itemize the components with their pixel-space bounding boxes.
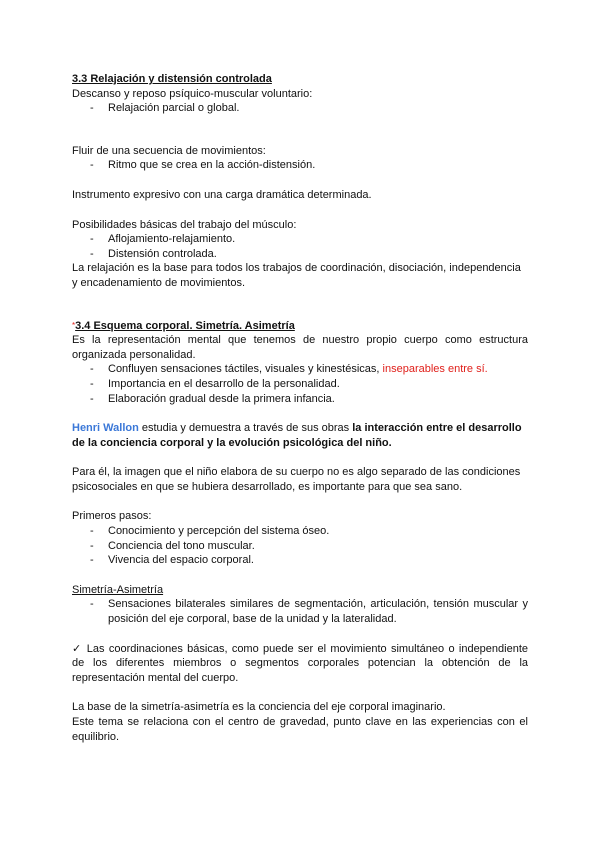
section-3-3-intro: Descanso y reposo psíquico-muscular voluntario: [72, 87, 313, 100]
section-3-4-heading [72, 319, 528, 334]
bullet-dash: - [90, 363, 94, 376]
wallon-paragraph [72, 421, 528, 450]
first-steps-title: Primeros pasos: [72, 510, 152, 523]
list-item-text: Vivencia del espacio corporal. [108, 554, 254, 567]
list-item [72, 553, 528, 568]
document-page [72, 72, 528, 744]
list-item-text: Confluyen sensaciones táctiles, visuales y kinestésicas, [108, 363, 383, 376]
image-paragraph: Para él, la imagen que el niño elabora de su cuerpo no es algo separado de las condiciones psicosociales en que se hubiera desarrollado, es importante para que sea sano. [72, 466, 521, 493]
bullet-dash: - [90, 102, 94, 115]
bullet-dash: - [90, 247, 94, 260]
section-3-4-title: 3.4 Esquema corporal. Simetría. Asimetría [75, 319, 295, 332]
bullet-dash: - [90, 159, 94, 172]
coordination-text: Las coordinaciones básicas, como puede ser el movimiento simultáneo o independiente de los diferentes miembros o segmentos corporales potencian la obtención de la representación mental del cuerpo. [72, 642, 529, 684]
wallon-bold-text: la interacción entre el desarrollo de la conciencia corporal y la evolución psicológica del niño. [72, 422, 522, 449]
highlight-end: . [484, 363, 488, 376]
wallon-name: Henri Wallon [72, 422, 139, 435]
wallon-text: estudia y demuestra a través de sus obras [138, 422, 353, 435]
possibilities-paragraph: Posibilidades básicas del trabajo del músculo: [72, 218, 297, 231]
bullet-dash: - [90, 233, 94, 246]
list-item [72, 539, 528, 554]
list-item-text: Ritmo que se crea en la acción-distensión. [108, 159, 316, 172]
possibilities-list [72, 232, 528, 261]
symmetry-title: Simetría-Asimetría [72, 583, 164, 596]
definition-list [72, 362, 528, 406]
list-item [72, 232, 528, 247]
list-item [72, 597, 528, 626]
relaxation-base-paragraph: La relajación es la base para todos los trabajos de coordinación, disociación, independencia y encadenamiento de movimientos. [72, 262, 521, 289]
list-item-text: Conocimiento y percepción del sistema óseo. [108, 525, 330, 538]
list-item [72, 362, 528, 377]
instrument-paragraph: Instrumento expresivo con una carga dramática determinada. [72, 188, 372, 201]
bullet-dash: - [90, 598, 94, 611]
section-3-3-title: 3.3 Relajación y distensión controlada [72, 73, 272, 85]
check-mark-icon: ✓ [72, 642, 83, 655]
list-item [72, 392, 528, 407]
list-item [72, 377, 528, 392]
list-item-text: Elaboración gradual desde la primera infancia. [108, 392, 335, 405]
definition-paragraph: Es la representación mental que tenemos de nuestro propio cuerpo como estructura organizada personalidad. [72, 334, 528, 361]
flow-paragraph: Fluir de una secuencia de movimientos: [72, 144, 266, 157]
list-item-text: Conciencia del tono muscular. [108, 539, 255, 552]
gravity-paragraph: Este tema se relaciona con el centro de gravedad, punto clave en las experiencias con el equilibrio. [72, 716, 528, 743]
list-item-text: Relajación parcial o global. [108, 102, 240, 115]
list-item-text: Sensaciones bilaterales similares de segmentación, articulación, tensión muscular y posición del eje corporal, base de la unidad y la lateralidad. [108, 598, 528, 626]
bullet-dash: - [90, 392, 94, 405]
bullet-dash: - [90, 554, 94, 567]
symmetry-list [72, 597, 528, 626]
intro-list [72, 101, 528, 116]
list-item [72, 101, 528, 116]
coordination-paragraph [72, 642, 528, 686]
list-item-text: Aflojamiento-relajamiento. [108, 233, 236, 246]
first-steps-list [72, 524, 528, 568]
asterisk-marker: * [72, 320, 76, 330]
list-item-text: Distensión controlada. [108, 247, 217, 260]
highlight-text: inseparables entre sí [382, 363, 485, 376]
list-item [72, 247, 528, 262]
list-item [72, 524, 528, 539]
symmetry-base-paragraph: La base de la simetría-asimetría es la conciencia del eje corporal imaginario. [72, 701, 446, 714]
flow-list [72, 158, 528, 173]
bullet-dash: - [90, 539, 94, 552]
list-item [72, 158, 528, 173]
list-item-text: Importancia en el desarrollo de la personalidad. [108, 377, 340, 390]
bullet-dash: - [90, 525, 94, 538]
bullet-dash: - [90, 377, 94, 390]
